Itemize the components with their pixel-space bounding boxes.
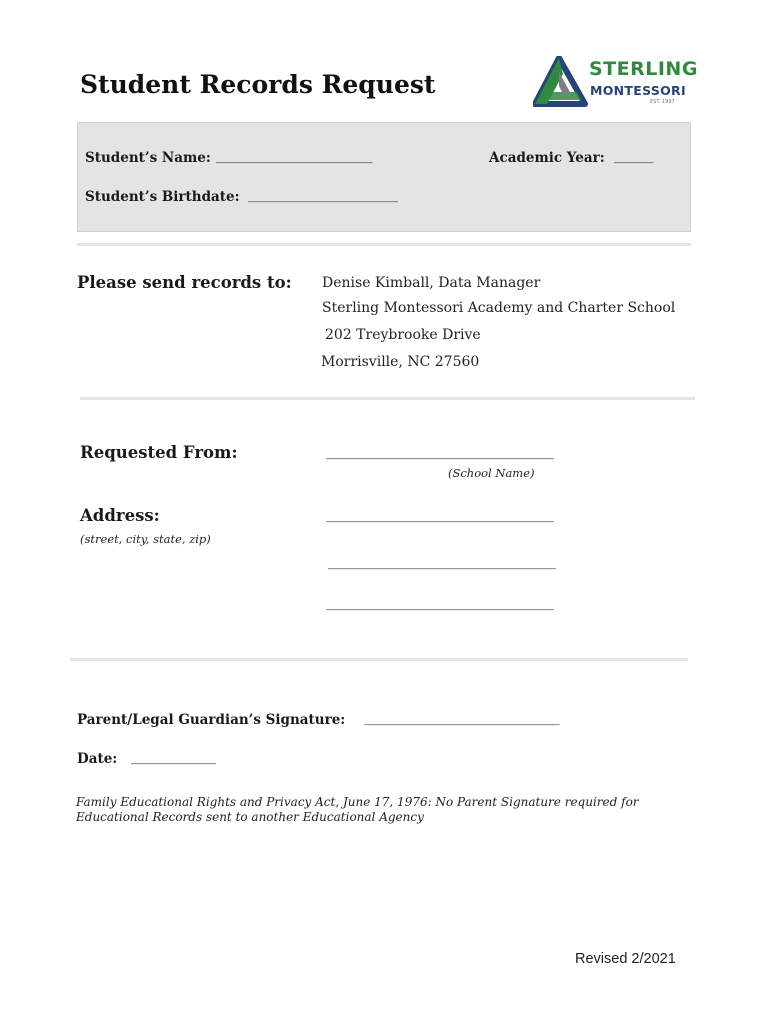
date-field[interactable]: _____________ (131, 749, 216, 765)
address-line-1[interactable]: ___________________________________ (326, 507, 554, 523)
revision-label: Revised 2/2021 (575, 951, 676, 967)
school-name-caption: (School Name) (448, 466, 535, 480)
logo-established: EST. 1997 (650, 99, 675, 105)
student-birthdate-field[interactable]: _______________________ (248, 187, 398, 203)
divider (77, 243, 691, 246)
signature-label: Parent/Legal Guardian’s Signature: (77, 712, 346, 728)
divider (70, 658, 688, 661)
address-label: Address: (80, 506, 160, 525)
student-info-box (77, 122, 691, 232)
send-records-heading: Please send records to: (77, 273, 292, 292)
address-line-3[interactable]: ___________________________________ (326, 595, 554, 611)
date-label: Date: (77, 751, 118, 767)
recipient-street: 202 Treybrooke Drive (325, 327, 481, 343)
school-logo (533, 56, 698, 108)
logo-word-sterling: STERLING (589, 58, 698, 80)
recipient-name: Denise Kimball, Data Manager (322, 275, 541, 291)
address-hint: (street, city, state, zip) (80, 532, 211, 546)
student-birthdate-label: Student’s Birthdate: (85, 189, 240, 205)
academic-year-field[interactable]: ______ (614, 148, 653, 164)
page-title: Student Records Request (80, 70, 436, 99)
student-name-label: Student’s Name: (85, 150, 211, 166)
recipient-school: Sterling Montessori Academy and Charter School (322, 300, 676, 316)
ferpa-note: Family Educational Rights and Privacy Act, June 17, 1976: No Parent Signature required for Educational Records sent to another Educational Agency (76, 795, 639, 824)
address-line-2[interactable]: ___________________________________ (328, 554, 556, 570)
recipient-city: Morrisville, NC 27560 (321, 354, 480, 370)
divider (80, 397, 695, 400)
logo-word-montessori: MONTESSORI (590, 83, 686, 98)
triangle-logo-icon (533, 56, 589, 108)
academic-year-label: Academic Year: (489, 150, 605, 166)
student-name-field[interactable]: ________________________ (216, 148, 372, 164)
signature-field[interactable]: ______________________________ (364, 710, 559, 726)
requested-from-label: Requested From: (80, 443, 238, 462)
school-name-field[interactable]: ___________________________________ (326, 444, 554, 460)
